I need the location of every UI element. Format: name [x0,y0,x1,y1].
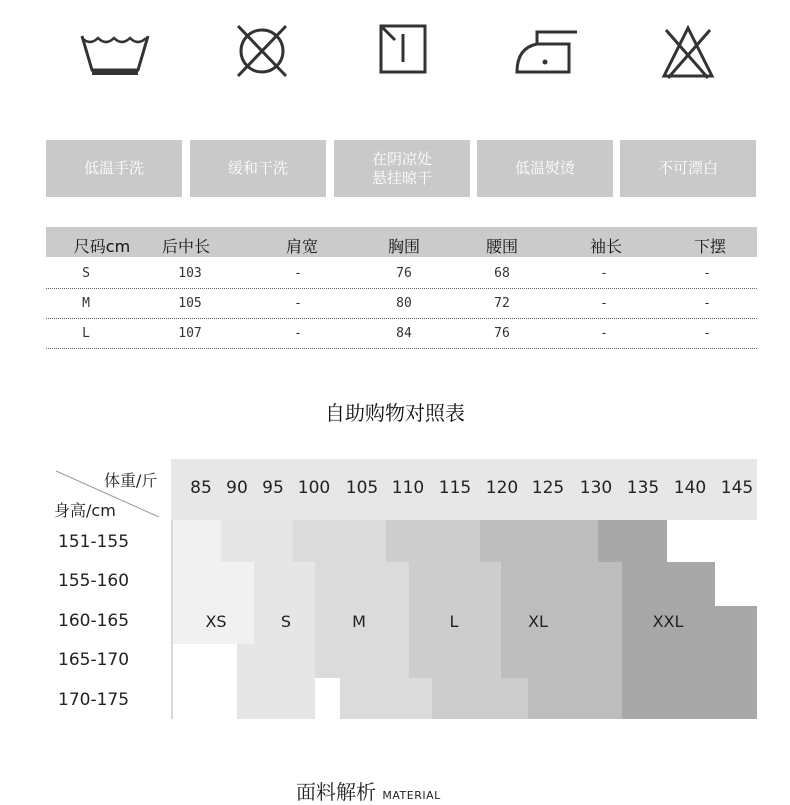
zone-s [221,520,293,562]
row-divider [46,318,757,319]
care-label-low-iron: 低温熨烫 [477,140,613,197]
cell-waist: 76 [494,326,510,341]
weight-tick: 115 [438,478,472,498]
weight-tick: 110 [391,478,425,498]
cell-chest: 80 [396,296,412,311]
material-heading [296,776,441,805]
weight-tick: 85 [190,478,212,498]
col-header-back-length: 后中长 [161,237,210,256]
size-label-m: M [352,612,366,631]
cell-shoulder: - [294,296,302,311]
height-label: 151-155 [58,532,130,552]
weight-tick: 100 [297,478,331,498]
size-label-xxl: XXL [652,612,684,631]
cell-back-length: 103 [178,266,202,281]
zone-l [386,520,480,562]
cell-sleeve: - [600,296,608,311]
size-label-xs: XS [205,612,227,631]
row-divider [46,288,757,289]
zone-xl [528,678,622,719]
weight-tick: 135 [626,478,660,498]
chart-left-divider [171,520,173,719]
height-axis-label: 身高/cm [54,501,116,520]
weight-tick: 130 [579,478,613,498]
material-heading-en: MATERIAL [382,789,441,802]
cell-waist: 68 [494,266,510,281]
cell-chest: 76 [396,266,412,281]
zone-xl [480,520,598,562]
col-header-chest: 胸围 [387,237,420,256]
weight-tick: 90 [226,478,248,498]
col-header-hem: 下摆 [693,237,726,256]
cell-size: S [82,266,90,281]
zone-xxl [598,520,667,562]
material-heading-zh: 面料解析 [296,780,376,804]
care-label-gentle-dry-clean: 缓和干洗 [190,140,326,197]
cell-shoulder: - [294,326,302,341]
size-label-xl: XL [528,612,548,631]
zone-blank [173,644,237,719]
row-divider [46,348,757,349]
zone-l [432,678,528,719]
cell-shoulder: - [294,266,302,281]
weight-axis-label: 体重/斤 [104,471,158,490]
col-header-size: 尺码cm [73,237,131,256]
weight-tick: 95 [262,478,284,498]
cell-back-length: 107 [178,326,202,341]
col-header-shoulder: 肩宽 [285,237,318,256]
zone-xxl [622,562,715,606]
height-label: 170-175 [58,690,130,710]
size-chart-title: 自助购物对照表 [325,401,465,425]
cell-chest: 84 [396,326,412,341]
height-label: 165-170 [58,650,130,670]
col-header-waist: 腰围 [485,237,518,256]
weight-tick: 120 [485,478,519,498]
cell-sleeve: - [600,266,608,281]
weight-tick: 125 [531,478,565,498]
weight-tick: 140 [673,478,707,498]
weight-tick: 105 [345,478,379,498]
care-label-hand-wash: 低温手洗 [46,140,182,197]
zone-s [237,644,254,719]
weight-tick: 145 [720,478,754,498]
do-not-dry-clean-icon [222,20,302,82]
cell-hem: - [703,266,711,281]
height-label: 155-160 [58,571,130,591]
line-dry-in-shade-icon [363,20,443,82]
care-label-no-bleach: 不可漂白 [620,140,756,197]
cell-hem: - [703,296,711,311]
height-label: 160-165 [58,611,130,631]
size-label-l: L [449,612,459,631]
care-label-shade-dry: 在阴凉处 悬挂晾干 [334,140,470,197]
size-label-s: S [280,612,292,631]
do-not-bleach-icon [648,20,728,82]
zone-s [254,562,315,719]
cell-size: L [82,326,90,341]
zone-m [293,520,386,562]
iron-low-temp-icon [507,20,587,82]
cell-sleeve: - [600,326,608,341]
cell-waist: 72 [494,296,510,311]
cell-back-length: 105 [178,296,202,311]
col-header-sleeve: 袖长 [589,237,622,256]
cell-hem: - [703,326,711,341]
hand-wash-icon [74,20,154,82]
cell-size: M [82,296,90,311]
zone-m [340,678,432,719]
